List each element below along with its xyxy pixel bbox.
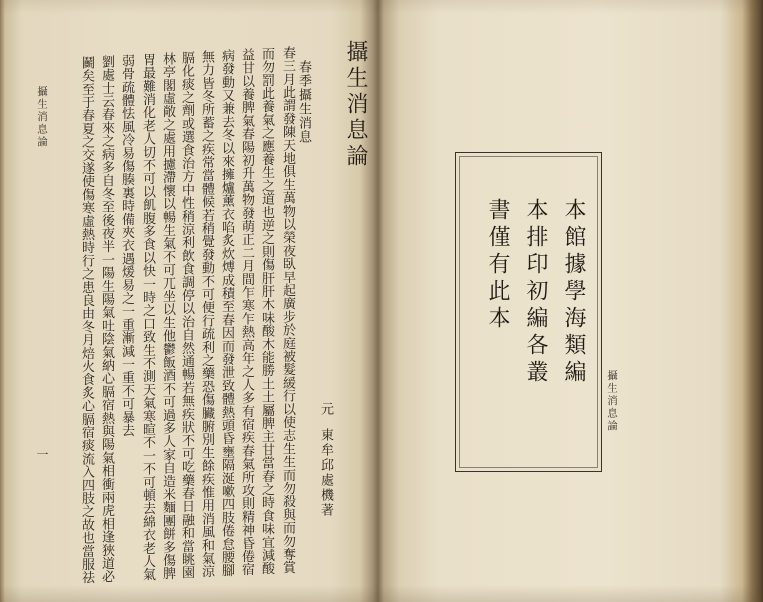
notice-column-3: 書僅有此本 [485, 198, 510, 333]
author-dynasty: 元 [318, 402, 333, 417]
right-margin-label: 攝生消息論 [606, 370, 618, 433]
body-column-9: 弱骨疏體怯風冷易傷腠裏時備夾衣遇煖易之一重漸減一重不可暴去 [119, 54, 134, 437]
body-column-7: 林亭閣虛敞之處用攄滯懷以暢生氣不可兀坐以生他鬱飯酒不可過多人家自造米麵團餅多傷脾 [160, 52, 175, 580]
body-column-10: 劉處士云春來之病多自冬至後夜半一陽生陽氣吐陰氣納心膈宿熱與陽氣相衝兩虎相逢狹道必 [99, 55, 114, 583]
book-title: 攝生消息論 [343, 40, 368, 170]
body-column-1: 春三月此謂發陳天地俱生萬物以榮夜臥早起廣步於庭被髮緩行以使志生生而勿殺與而勿奪賞 [280, 46, 295, 574]
page-number: 一 [35, 448, 49, 460]
left-margin-label: 攝生消息論 [36, 86, 48, 149]
notice-column-1: 本館據學海類編 [561, 198, 586, 387]
body-column-6: 膈化痰之劑或選食治方中性稍涼利飲食調停以治自然通暢若無疾狀不可吃藥春日融和當眺園 [179, 51, 194, 579]
body-column-8: 胃最難消化老人切不可以飢腹多食以快一時之口致生不測天氣寒暄不一不可頓去綿衣老人氣 [140, 53, 155, 581]
body-column-5: 無力皆冬所蓄之疾常當體候若稍覺發動不可便行疏利之藥恐傷臟腑別生餘疾惟用消風和氣涼 [199, 50, 214, 578]
author-line: 東牟邱處機著 [318, 428, 333, 518]
body-column-2: 而勿罰此養氣之應養生之道也逆之則傷肝肝木味酸木能勝土土屬脾主甘當春之時食味宜減酸 [259, 47, 274, 575]
body-column-3: 益甘以養脾氣春陽初升萬物發萌正二月間乍寒乍熱高年之人多有宿疾春氣所攻則精神昏倦宿 [239, 48, 254, 576]
body-column-11: 鬬矣至于春夏之交遂使傷寒虛熱時行之患良由冬月焙火食炙心膈宿痰流入四肢之故也當服祛 [79, 56, 94, 584]
section-heading: 春季攝生消息 [296, 60, 311, 144]
body-column-4: 病發動又兼去冬以來擁爐薰衣啗炙炊煿成積至春因而發泄致體熱頭昏壅隔涎嗽四肢倦怠腰腳 [219, 49, 234, 577]
notice-column-2: 本排印初編各叢 [523, 198, 548, 387]
